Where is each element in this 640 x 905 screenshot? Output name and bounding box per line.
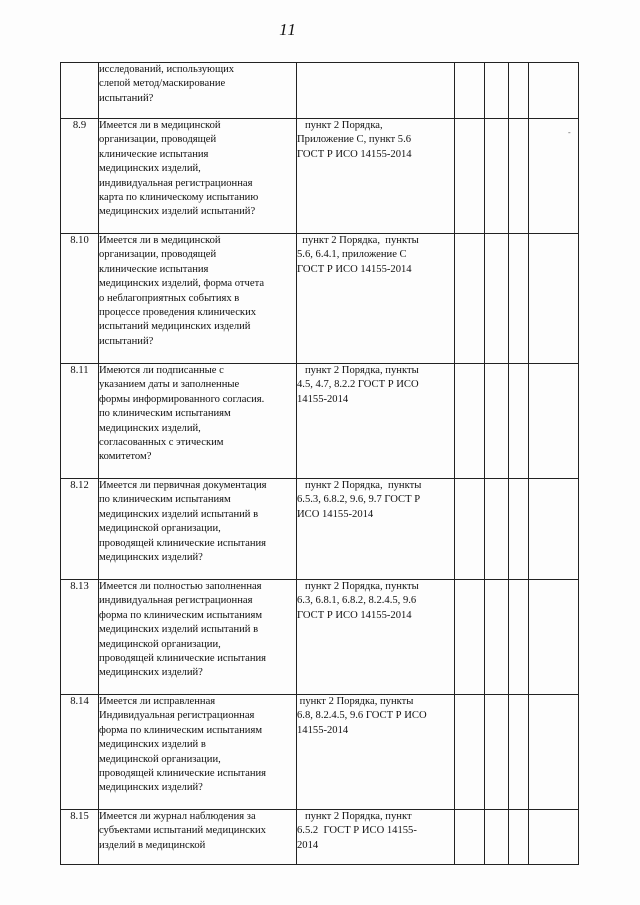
question-text-line: медицинской организации, bbox=[99, 753, 221, 765]
reference-text-line: 4.5, 4.7, 8.2.2 ГОСТ Р ИСО bbox=[297, 379, 419, 391]
answer-na-cell bbox=[509, 580, 529, 695]
table-row bbox=[61, 810, 579, 865]
note-cell bbox=[529, 810, 579, 865]
reference-cell bbox=[297, 479, 455, 580]
reference-cell bbox=[297, 810, 455, 865]
answer-yes-cell bbox=[455, 810, 485, 865]
reference-text-line: 6.5.3, 6.8.2, 9.6, 9.7 ГОСТ Р bbox=[297, 494, 421, 506]
answer-no-cell bbox=[485, 364, 509, 479]
question-text-line: испытаний? bbox=[99, 335, 154, 347]
question-text-line: Имеется ли первичная документация bbox=[99, 480, 267, 491]
note-cell bbox=[529, 63, 579, 119]
item-number: 8.10 bbox=[61, 234, 99, 364]
answer-na-cell bbox=[509, 63, 529, 119]
reference-cell bbox=[297, 63, 455, 119]
question-text-line: согласованных с этическим bbox=[99, 437, 224, 449]
question-text-line: Имеется ли исправленная bbox=[99, 696, 216, 707]
question-text-line: медицинских изделий? bbox=[99, 782, 203, 794]
question-text-line: клинические испытания bbox=[99, 148, 209, 160]
table-row bbox=[61, 580, 579, 695]
question-text-line: индивидуальная регистрационная bbox=[99, 177, 253, 189]
question-text-line: Имеется ли в медицинской bbox=[99, 235, 221, 246]
answer-no-cell bbox=[485, 479, 509, 580]
question-cell bbox=[99, 364, 297, 479]
question-text-line: организации, проводящей bbox=[99, 249, 217, 261]
answer-yes-cell bbox=[455, 695, 485, 810]
question-text-line: карта по клиническому испытанию bbox=[99, 192, 259, 204]
note-cell bbox=[529, 234, 579, 364]
reference-text-line: пункт 2 Порядка, пункт bbox=[297, 811, 412, 822]
reference-cell bbox=[297, 119, 455, 234]
answer-yes-cell bbox=[455, 234, 485, 364]
question-text-line: исследований, использующих bbox=[99, 64, 235, 75]
item-number bbox=[61, 63, 99, 119]
table-row bbox=[61, 119, 579, 234]
answer-na-cell bbox=[509, 364, 529, 479]
reference-text-line: 5.6, 6.4.1, приложение С bbox=[297, 249, 407, 261]
table-row bbox=[61, 234, 579, 364]
answer-no-cell bbox=[485, 695, 509, 810]
item-number: 8.13 bbox=[61, 580, 99, 695]
answer-na-cell bbox=[509, 234, 529, 364]
question-text-line: медицинских изделий испытаний в bbox=[99, 508, 259, 520]
scan-mark: - bbox=[568, 128, 571, 137]
reference-cell bbox=[297, 695, 455, 810]
note-cell bbox=[529, 580, 579, 695]
reference-text-line: ГОСТ Р ИСО 14155-2014 bbox=[297, 609, 412, 621]
question-text-line: слепой метод/маскирование bbox=[99, 78, 226, 90]
question-text-line: медицинских изделий, bbox=[99, 422, 201, 434]
table-row bbox=[61, 479, 579, 580]
answer-yes-cell bbox=[455, 63, 485, 119]
note-cell bbox=[529, 364, 579, 479]
note-cell bbox=[529, 479, 579, 580]
reference-text-line: 2014 bbox=[297, 839, 319, 851]
question-text-line: Имеется ли в медицинской bbox=[99, 120, 221, 131]
question-cell bbox=[99, 580, 297, 695]
question-text-line: по клиническим испытаниям bbox=[99, 494, 231, 506]
question-text-line: проводящей клинические испытания bbox=[99, 537, 267, 549]
reference-cell bbox=[297, 364, 455, 479]
reference-cell bbox=[297, 234, 455, 364]
note-cell bbox=[529, 119, 579, 234]
reference-text-line: 6.5.2 ГОСТ Р ИСО 14155- bbox=[297, 825, 417, 837]
question-text-line: индивидуальная регистрационная bbox=[99, 595, 253, 607]
question-text-line: медицинских изделий? bbox=[99, 552, 203, 564]
question-text-line: медицинских изделий, форма отчета bbox=[99, 278, 265, 290]
answer-na-cell bbox=[509, 479, 529, 580]
question-text-line: медицинских изделий, bbox=[99, 163, 201, 175]
question-text-line: медицинских изделий в bbox=[99, 739, 206, 751]
question-text-line: медицинской организации, bbox=[99, 523, 221, 535]
question-text-line: испытаний медицинских изделий bbox=[99, 321, 251, 333]
table-row bbox=[61, 63, 579, 119]
item-number: 8.11 bbox=[61, 364, 99, 479]
answer-yes-cell bbox=[455, 364, 485, 479]
question-text-line: формы информированного согласия. bbox=[99, 393, 265, 405]
question-text-line: процессе проведения клинических bbox=[99, 307, 257, 319]
answer-no-cell bbox=[485, 234, 509, 364]
answer-yes-cell bbox=[455, 580, 485, 695]
reference-text-line: Приложение С, пункт 5.6 bbox=[297, 134, 412, 146]
answer-na-cell bbox=[509, 695, 529, 810]
question-cell bbox=[99, 119, 297, 234]
reference-text-line: ГОСТ Р ИСО 14155-2014 bbox=[297, 148, 412, 160]
reference-text-line: 14155-2014 bbox=[297, 393, 349, 405]
question-text-line: медицинских изделий испытаний в bbox=[99, 624, 259, 636]
reference-text-line: 6.8, 8.2.4.5, 9.6 ГОСТ Р ИСО bbox=[297, 710, 427, 722]
reference-text-line: пункт 2 Порядка, пункты bbox=[297, 581, 419, 592]
question-cell bbox=[99, 810, 297, 865]
question-text-line: изделий в медицинской bbox=[99, 839, 206, 851]
question-text-line: клинические испытания bbox=[99, 263, 209, 275]
page-number: 11 bbox=[279, 20, 297, 39]
question-text-line: испытаний? bbox=[99, 92, 154, 104]
answer-na-cell bbox=[509, 810, 529, 865]
question-text-line: о неблагоприятных событиях в bbox=[99, 292, 240, 304]
answer-no-cell bbox=[485, 580, 509, 695]
question-cell bbox=[99, 695, 297, 810]
question-text-line: проводящей клинические испытания bbox=[99, 768, 267, 780]
item-number: 8.14 bbox=[61, 695, 99, 810]
reference-text-line: пункт 2 Порядка, пункты bbox=[297, 365, 419, 376]
answer-na-cell bbox=[509, 119, 529, 234]
reference-text-line: 6.3, 6.8.1, 6.8.2, 8.2.4.5, 9.6 bbox=[297, 595, 417, 607]
question-text-line: Имеются ли подписанные с bbox=[99, 365, 224, 376]
question-text-line: Имеется ли полностью заполненная bbox=[99, 581, 262, 592]
reference-text-line: пункт 2 Порядка, пункты bbox=[297, 480, 422, 491]
checklist-table bbox=[60, 62, 579, 865]
question-text-line: по клиническим испытаниям bbox=[99, 408, 231, 420]
question-cell bbox=[99, 234, 297, 364]
question-text-line: форма по клиническим испытаниям bbox=[99, 609, 263, 621]
question-cell bbox=[99, 479, 297, 580]
question-text-line: Индивидуальная регистрационная bbox=[99, 710, 255, 722]
question-text-line: комитетом? bbox=[99, 451, 152, 463]
reference-text-line: пункт 2 Порядка, пункты bbox=[297, 235, 419, 246]
question-text-line: проводящей клинические испытания bbox=[99, 653, 267, 665]
reference-text-line: пункт 2 Порядка, bbox=[297, 120, 383, 131]
question-text-line: форма по клиническим испытаниям bbox=[99, 724, 263, 736]
answer-yes-cell bbox=[455, 479, 485, 580]
question-cell bbox=[99, 63, 297, 119]
item-number: 8.15 bbox=[61, 810, 99, 865]
reference-text-line: ГОСТ Р ИСО 14155-2014 bbox=[297, 263, 412, 275]
answer-no-cell bbox=[485, 119, 509, 234]
table-row bbox=[61, 695, 579, 810]
reference-text-line: ИСО 14155-2014 bbox=[297, 508, 374, 520]
question-text-line: Имеется ли журнал наблюдения за bbox=[99, 811, 256, 822]
question-text-line: указанием даты и заполненные bbox=[99, 379, 240, 391]
reference-text-line: пункт 2 Порядка, пункты bbox=[297, 696, 414, 707]
question-text-line: медицинской организации, bbox=[99, 638, 221, 650]
question-text-line: медицинских изделий? bbox=[99, 667, 203, 679]
table-row bbox=[61, 364, 579, 479]
item-number: 8.9 bbox=[61, 119, 99, 234]
answer-no-cell bbox=[485, 63, 509, 119]
question-text-line: медицинских изделий испытаний? bbox=[99, 206, 256, 218]
reference-cell bbox=[297, 580, 455, 695]
question-text-line: субъектами испытаний медицинских bbox=[99, 825, 266, 837]
reference-text-line: 14155-2014 bbox=[297, 724, 349, 736]
question-text-line: организации, проводящей bbox=[99, 134, 217, 146]
answer-no-cell bbox=[485, 810, 509, 865]
answer-yes-cell bbox=[455, 119, 485, 234]
item-number: 8.12 bbox=[61, 479, 99, 580]
note-cell bbox=[529, 695, 579, 810]
